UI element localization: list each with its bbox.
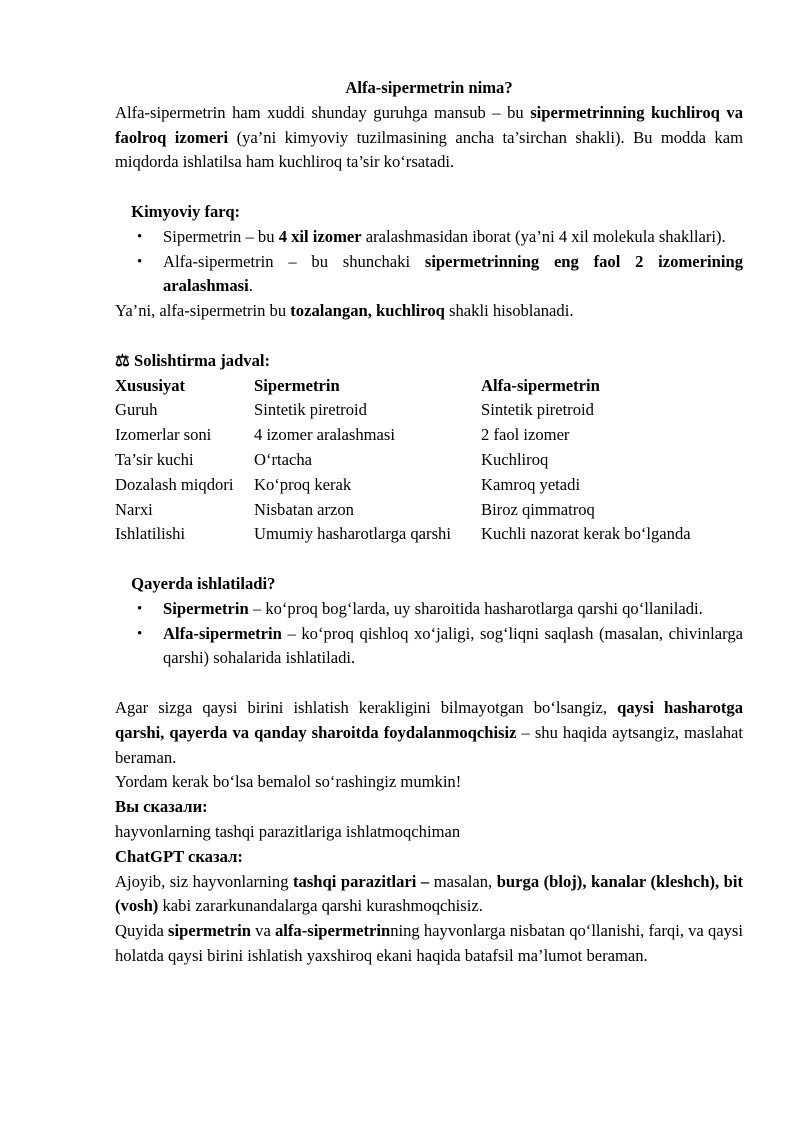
usage-item-1-text: – ko‘proq bog‘larda, uy sharoitida hasharotlarga qarshi qo‘llaniladi. [248, 598, 703, 618]
table-header-cell: Xususiyat [115, 375, 186, 395]
chem-summary-text-2: shakli hisoblanadi. [444, 301, 574, 321]
assistant-paragraph-2 [115, 919, 743, 969]
user-message: hayvonlarning tashqi parazitlariga ishlatmoqchiman [115, 821, 461, 841]
usage-item-2-text: – ko‘proq qishloq xo‘jaligi, sog‘liqni saqlash (masalan, chivinlarga qarshi) sohalarida ishlatiladi. [163, 623, 743, 668]
chem-list-item-1 [115, 225, 743, 250]
scales-icon: ⚖ [115, 350, 130, 370]
chem-item-1-text-1: Sipermetrin – bu [163, 226, 279, 246]
table-cell: Ishlatilishi [115, 524, 186, 544]
intro-paragraph [115, 101, 743, 175]
table-cell: Nisbatan arzon [254, 499, 354, 519]
assistant-p2-text-1: Quyida [115, 921, 169, 941]
table-cell: Kuchliroq [481, 449, 549, 469]
assistant-p2-bold-2: alfa-sipermetrin [274, 921, 391, 941]
table-cell: Umumiy hasharotlarga qarshi [254, 524, 451, 544]
chem-item-2-bold: sipermetrinning eng faol 2 izomerining aralashmasi [163, 251, 743, 296]
assistant-p2-bold-1: sipermetrin [168, 921, 251, 941]
comparison-table [115, 374, 691, 548]
assistant-p2-text-3: ning hayvonlarga nisbatan qo‘llanishi, farqi, va qaysi holatda qaysi birini ishlatish yaxshiroq ekani haqida batafsil ma’lumot beraman. [115, 921, 743, 965]
compare-heading [115, 349, 743, 374]
table-cell: 4 izomer aralashmasi [254, 425, 395, 445]
usage-list-item-2 [115, 622, 743, 672]
table-header-row [115, 374, 691, 399]
assistant-p1-text-2: masalan, [429, 871, 497, 891]
intro-bold: sipermetrinning kuchliroq va faolroq izomeri [115, 102, 743, 147]
chem-list-item-2 [115, 250, 743, 300]
assistant-p1-bold-2: burga (bloj), kanalar (kleshch), bit (vosh) [115, 871, 743, 916]
chem-item-1-text-2: aralashmasidan iborat (ya’ni 4 xil molekula shakllari). [361, 226, 726, 246]
usage-list [115, 597, 743, 671]
assistant-paragraph-1 [115, 870, 743, 920]
closing-text-2: – shu haqida aytsangiz, maslahat beraman. [115, 722, 743, 767]
help-line: Yordam kerak bo‘lsa bemalol so‘rashingiz mumkin! [115, 772, 462, 792]
table-cell: Kamroq yetadi [481, 474, 581, 494]
table-cell: O‘rtacha [254, 449, 313, 469]
table-cell: Kuchli nazorat kerak bo‘lganda [481, 524, 691, 544]
table-row [115, 423, 691, 448]
usage-item-2-bold: Alfa-sipermetrin [163, 623, 282, 643]
chem-item-1-bold: 4 xil izomer [278, 226, 362, 246]
chem-summary [115, 299, 743, 324]
usage-list-item-1 [115, 597, 743, 622]
table-row [115, 522, 691, 547]
closing-text-1: Agar sizga qaysi birini ishlatish kerakligini bilmayotgan bo‘lsangiz, [115, 697, 618, 717]
table-cell: Izomerlar soni [115, 425, 212, 445]
usage-heading [115, 572, 743, 597]
table-cell: Sintetik piretroid [481, 400, 594, 420]
chem-heading [115, 200, 743, 225]
table-row [115, 473, 691, 498]
closing-paragraph [115, 696, 743, 770]
assistant-p1-bold-1: tashqi parazitlari – [293, 871, 430, 891]
table-header-cell: Sipermetrin [254, 375, 340, 395]
table-cell: Narxi [115, 499, 153, 519]
table-row [115, 448, 691, 473]
chem-summary-text-1: Ya’ni, alfa-sipermetrin bu [115, 301, 291, 321]
table-cell: Ko‘proq kerak [254, 474, 352, 494]
table-cell: Sintetik piretroid [254, 400, 367, 420]
table-cell: Ta’sir kuchi [115, 449, 194, 469]
usage-heading-text: Qayerda ishlatiladi? [131, 573, 276, 593]
table-cell: Dozalash miqdori [115, 474, 234, 494]
chem-heading-text: Kimyoviy farq: [131, 201, 241, 221]
assistant-p1-text-1: Ajoyib, siz hayvonlarning [115, 871, 293, 891]
assistant-label: ChatGPT сказал: [115, 846, 243, 866]
compare-heading-text: Solishtirma jadval: [134, 350, 271, 370]
intro-text-2: (ya’ni kimyoviy tuzilmasining ancha ta’sirchan shakli). Bu modda kam miqdorda ishlatilsa ham kuchliroq ta’sir ko‘rsatadi. [115, 127, 743, 172]
table-cell: 2 faol izomer [481, 425, 570, 445]
assistant-p2-text-2: va [250, 921, 275, 941]
intro-text-1: Alfa-sipermetrin ham xuddi shunday guruhga mansub – bu [115, 102, 531, 122]
table-cell: Biroz qimmatroq [481, 499, 595, 519]
table-row [115, 498, 691, 523]
assistant-p1-text-3: kabi zararkunandalarga qarshi kurashmoqchisiz. [158, 896, 483, 916]
document-page [115, 76, 743, 969]
chem-item-2-text-1: Alfa-sipermetrin – bu shunchaki [163, 251, 425, 271]
chem-item-2-text-2: . [248, 276, 253, 296]
user-label: Вы сказали: [115, 797, 208, 817]
chem-list [115, 225, 743, 299]
document-title: Alfa-sipermetrin nima? [345, 78, 513, 97]
table-header-cell: Alfa-sipermetrin [481, 375, 600, 395]
table-cell: Guruh [115, 400, 158, 420]
closing-bold: qaysi hasharotga qarshi, qayerda va qanday sharoitda foydalanmoqchisiz [115, 697, 743, 742]
chem-summary-bold: tozalangan, kuchliroq [290, 301, 445, 321]
table-row [115, 398, 691, 423]
usage-item-1-bold: Sipermetrin [163, 598, 249, 618]
